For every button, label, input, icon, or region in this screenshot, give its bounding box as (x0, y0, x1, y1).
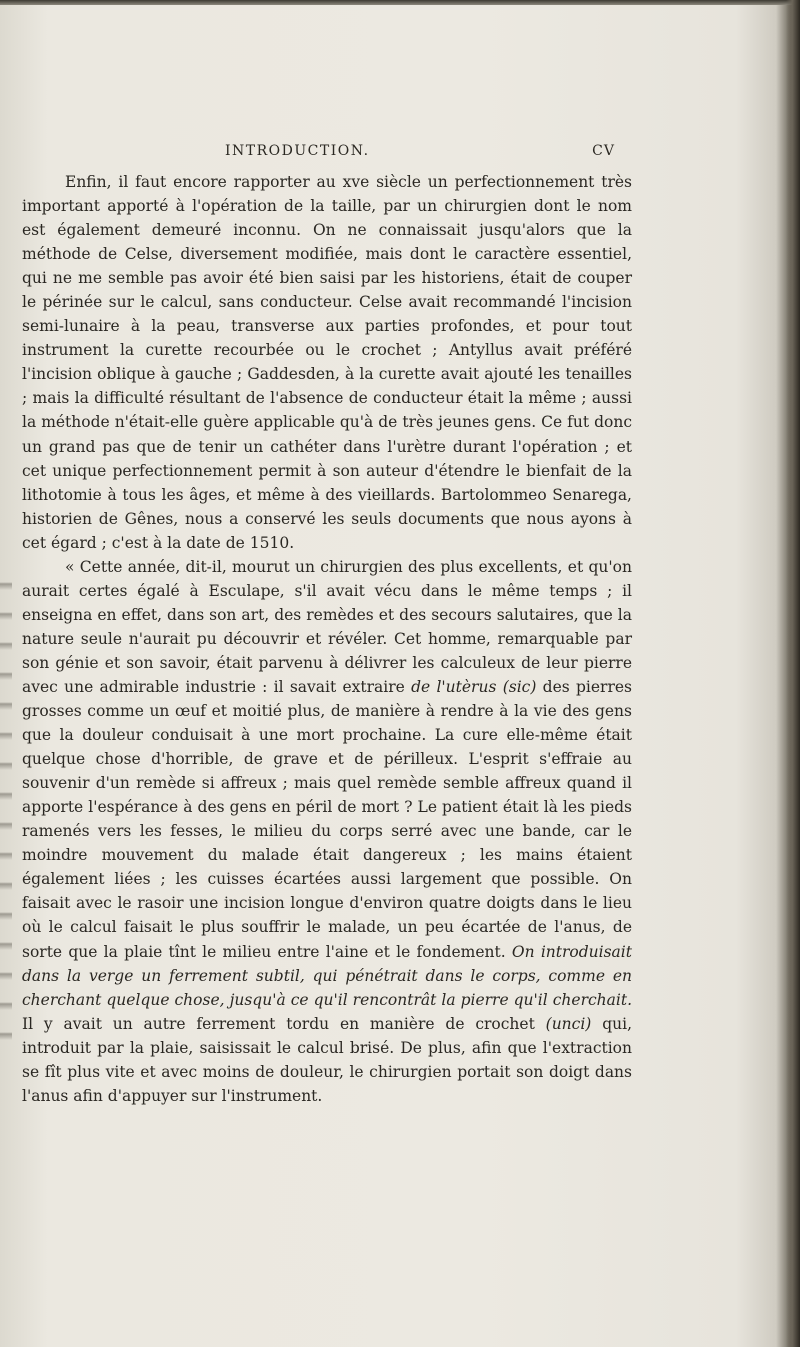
paragraph-2-text-3: Il y avait un autre ferrement tordu en manière de crochet (22, 1014, 535, 1033)
running-title: INTRODUCTION. (225, 143, 370, 159)
paragraph-2-text-1: « Cette année, dit-il, mourut un chirurgien des plus excellents, et qu'on aurait certes égalé à Esculape, s'il avait vécu dans le même temps ; il enseigna en effet, dans son art, des remèdes et des secours salutaires, que la nature seule n'aurait pu découvrir et révéler. Cet homme, remarquable par son génie et son savoir, était parvenu à délivrer les calculeux de leur pierre avec une admirable industrie : il savait extraire (22, 557, 632, 696)
paragraph-2-text-4: qui, introduit par la plaie, saisissait le calcul brisé. De plus, afin que l'extraction se fît plus vite et avec moins de douleur, le chirurgien portait son doigt dans l'anus afin d'appuyer sur l'instrument. (22, 1014, 632, 1105)
page-margin-stains (0, 560, 12, 1040)
paragraph-1: Enfin, il faut encore rapporter au xve siècle un perfectionnement très important apporté à l'opération de la taille, par un chirurgien dont le nom est également demeuré inconnu. On ne connaissait jusqu'alors que la méthode de Celse, diversement modifiée, mais dont le caractère essentiel, qui ne me semble pas avoir été bien saisi par les historiens, était de couper le périnée sur le calcul, sans conducteur. Celse avait recommandé l'incision semi-lunaire à la peau, transverse aux parties profondes, et pour tout instrument la curette recourbée ou le crochet ; Antyllus avait préféré l'incision oblique à gauche ; Gaddesden, à la curette avait ajouté les tenailles ; mais la difficulté résultant de l'absence de conducteur était la même ; aussi la méthode n'était-elle guère applicable qu'à de très jeunes gens. Ce fut donc un grand pas que de tenir un cathéter dans l'urètre durant l'opération ; et cet unique perfectionnement permit à son auteur d'étendre le bienfait de la lithotomie à tous les âges, et même à des vieillards. Bartolommeo Senarega, historien de Gênes, nous a conservé les seuls documents que nous ayons à cet égard ; c'est à la date de 1510. (22, 173, 632, 552)
paragraph-2-italic-2: (sic) (502, 677, 537, 696)
body-text (22, 170, 632, 1108)
running-header (225, 143, 615, 165)
paragraph-2-text-2: des pierres grosses comme un œuf et moitié plus, de manière à rendre à la vie des gens que la douleur conduisait à une mort prochaine. La cure elle-même était quelque chose d'horrible, de grave et de périlleux. L'esprit s'effraie au souvenir d'un remède si affreux ; mais quel remède semble affreux quand il apporte l'espérance à des gens en péril de mort ? Le patient était là les pieds ramenés vers les fesses, le milieu du corps serré avec une bande, car le moindre mouvement du malade était dangereux ; les mains étaient également liées ; les cuisses écartées aussi largement que possible. On faisait avec le rasoir une incision longue d'environ quatre doigts dans le lieu où le calcul faisait le plus souffrir le malade, un peu écartée de l'anus, de sorte que la plaie tînt le milieu entre l'aine et le fondement. (22, 677, 632, 961)
paragraph-2-italic-3: On introduisait dans la verge un ferrement subtil, qui pénétrait dans le corps, comme en cherchant quelque chose, jusqu'à ce qu'il rencontrât la pierre qu'il cherchait. (22, 942, 632, 1009)
page-number: CV (592, 143, 615, 159)
book-spine-edge (786, 0, 800, 1347)
top-edge-shadow (0, 0, 800, 5)
paragraph-2-italic-1: de l'utèrus (411, 677, 497, 696)
paragraph-2 (22, 555, 632, 1108)
paragraph-2-italic-4: (unci) (545, 1014, 592, 1033)
